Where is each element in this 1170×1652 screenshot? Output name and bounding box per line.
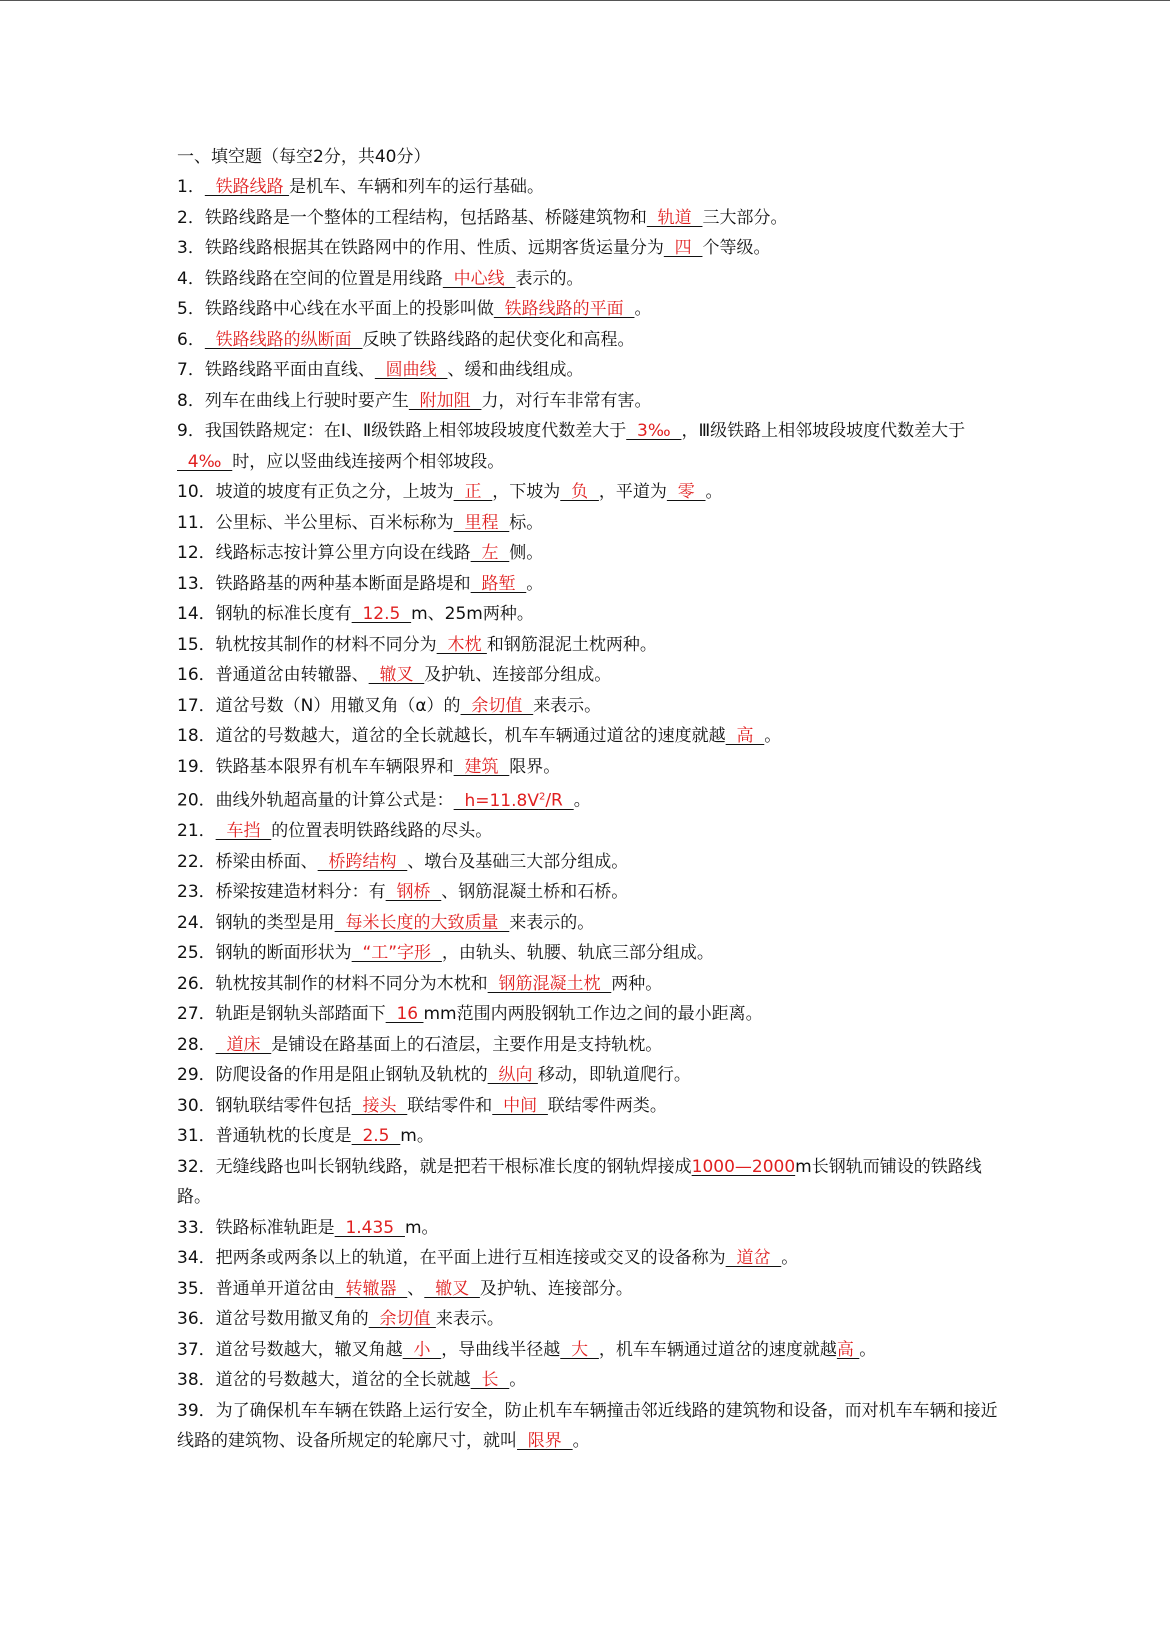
answer-blank: 钢筋混凝土枕 bbox=[487, 973, 612, 994]
answer-blank: 小 bbox=[402, 1339, 442, 1360]
answer-blank: 高 bbox=[725, 726, 765, 746]
answer-blank: 转辙器 bbox=[334, 1278, 408, 1299]
answer-blank: 木枕 bbox=[436, 634, 487, 655]
question-39 bbox=[177, 1396, 1007, 1457]
question-text: 3．铁路线路根据其在铁路网中的作用、性质、远期客货运量分为 bbox=[177, 238, 664, 258]
answer-blank: 辙叉 bbox=[424, 1278, 480, 1299]
question-29 bbox=[177, 1060, 1007, 1091]
question-text: 来表示。 bbox=[435, 1309, 504, 1330]
answer-blank: 余切值 bbox=[368, 1309, 436, 1330]
answer-blank: 道床 bbox=[215, 1034, 272, 1055]
answer-blank: 左 bbox=[470, 543, 510, 563]
answer-blank: 铁路线路 bbox=[204, 177, 290, 197]
answer-blank: 圆曲线 bbox=[374, 360, 448, 380]
question-text: 。 bbox=[705, 482, 723, 502]
answer-blank: 建筑 bbox=[453, 756, 510, 777]
answer-blank: 里程 bbox=[453, 512, 510, 533]
question-18 bbox=[177, 721, 1007, 752]
question-text: ，机车车辆通过道岔的速度就越 bbox=[598, 1339, 837, 1360]
question-text: 18．道岔的号数越大，道岔的全长就越长，机车车辆通过道岔的速度就越 bbox=[177, 726, 726, 746]
question-text: 7．铁路线路平面由直线、 bbox=[177, 360, 375, 380]
question-text: 移动，即轨道爬行。 bbox=[537, 1065, 691, 1086]
answer-blank: 正 bbox=[453, 482, 493, 502]
answer-superscript: 2 bbox=[538, 791, 546, 802]
question-text: 36．道岔号数用撤叉角的 bbox=[177, 1309, 369, 1330]
answer-blank: 12.5 bbox=[351, 604, 412, 624]
question-text: 24．钢轨的类型是用 bbox=[177, 912, 335, 933]
answer-blank: 零 bbox=[666, 482, 706, 502]
answer-blank: 4‰ bbox=[177, 451, 233, 472]
answer-blank: 道岔 bbox=[725, 1248, 782, 1269]
question-16 bbox=[177, 660, 1007, 691]
question-text: 。 bbox=[634, 299, 652, 319]
question-text: ，平道为 bbox=[598, 482, 667, 502]
question-text: ，Ⅲ级铁路上相邻坡段坡度代数差大于 bbox=[681, 421, 966, 441]
question-text: 38．道岔的号数越大，道岔的全长就越 bbox=[177, 1370, 471, 1391]
question-text: 标。 bbox=[509, 512, 544, 533]
answer-blank: 桥跨结构 bbox=[317, 851, 408, 872]
question-28 bbox=[177, 1030, 1007, 1061]
answer-blank: 纵向 bbox=[487, 1065, 538, 1086]
question-text: 。 bbox=[526, 573, 544, 594]
question-text: 。 bbox=[859, 1339, 877, 1360]
question-10 bbox=[177, 477, 1007, 508]
question-text: 力，对行车非常有害。 bbox=[481, 390, 652, 411]
question-text: 4．铁路线路在空间的位置是用线路 bbox=[177, 268, 443, 289]
question-text: 联结零件和 bbox=[407, 1095, 493, 1116]
question-7 bbox=[177, 355, 1007, 386]
question-text: 12．线路标志按计算公里方向设在线路 bbox=[177, 543, 471, 563]
question-text: 31．普通轨枕的长度是 bbox=[177, 1126, 352, 1147]
question-37 bbox=[177, 1335, 1007, 1366]
question-24 bbox=[177, 908, 1007, 939]
question-text: 。 bbox=[573, 790, 591, 811]
question-1 bbox=[177, 172, 1007, 203]
answer-blank: 长 bbox=[470, 1370, 510, 1391]
question-text: 9．我国铁路规定：在Ⅰ、Ⅱ级铁路上相邻坡段坡度代数差大于 bbox=[177, 421, 627, 441]
question-9 bbox=[177, 416, 1007, 477]
question-text: 、墩台及基础三大部分组成。 bbox=[407, 851, 629, 872]
question-31 bbox=[177, 1121, 1007, 1152]
question-15 bbox=[177, 630, 1007, 661]
answer-blank: 中间 bbox=[492, 1095, 548, 1116]
question-12 bbox=[177, 538, 1007, 569]
question-text: 25．钢轨的断面形状为 bbox=[177, 943, 352, 964]
question-26 bbox=[177, 969, 1007, 1000]
answer-blank: 车挡 bbox=[215, 821, 272, 842]
question-13 bbox=[177, 569, 1007, 600]
question-2 bbox=[177, 203, 1007, 234]
question-6 bbox=[177, 325, 1007, 356]
answer-blank: 3‰ bbox=[626, 421, 682, 441]
question-text: m。 bbox=[404, 1217, 439, 1238]
question-27 bbox=[177, 999, 1007, 1030]
question-text: 15．轨枕按其制作的材料不同分为 bbox=[177, 634, 437, 655]
page-top-border bbox=[0, 0, 1170, 1]
answer-blank: 铁路线路的纵断面 bbox=[204, 329, 363, 350]
question-text: 13．铁路路基的两种基本断面是路堤和 bbox=[177, 573, 471, 594]
answer-blank: 路堑 bbox=[470, 573, 527, 594]
question-text: 17．道岔号数（N）用辙叉角（α）的 bbox=[177, 695, 461, 716]
question-25 bbox=[177, 938, 1007, 969]
question-36 bbox=[177, 1304, 1007, 1335]
question-22 bbox=[177, 847, 1007, 878]
question-text: 33．铁路标准轨距是 bbox=[177, 1217, 335, 1238]
question-text: 、钢筋混凝土桥和石桥。 bbox=[441, 882, 629, 903]
question-34 bbox=[177, 1243, 1007, 1274]
question-text: 。 bbox=[781, 1248, 799, 1269]
answer-blank: 铁路线路的平面 bbox=[493, 299, 635, 319]
question-text: 5．铁路线路中心线在水平面上的投影叫做 bbox=[177, 299, 494, 319]
answer-blank: 限界 bbox=[517, 1431, 573, 1452]
question-text: 30．钢轨联结零件包括 bbox=[177, 1095, 352, 1116]
question-14 bbox=[177, 599, 1007, 630]
question-text: 联结零件两类。 bbox=[547, 1095, 667, 1116]
question-text: 个等级。 bbox=[702, 238, 771, 258]
answer-blank: 高 bbox=[836, 1339, 860, 1360]
question-text: 的位置表明铁路线路的尽头。 bbox=[271, 821, 493, 842]
question-text: m、25m两种。 bbox=[411, 604, 534, 624]
section-title: 一、填空题（每空2分，共40分） bbox=[177, 147, 431, 167]
answer-blank: 轨道 bbox=[646, 207, 703, 228]
question-text: 28． bbox=[177, 1034, 216, 1055]
question-23 bbox=[177, 877, 1007, 908]
question-text: 来表示。 bbox=[533, 695, 602, 716]
question-text: 。 bbox=[764, 726, 782, 746]
question-8 bbox=[177, 386, 1007, 417]
question-text: 、缓和曲线组成。 bbox=[447, 360, 584, 380]
question-text: 27．轨距是钢轨头部踏面下 bbox=[177, 1004, 386, 1025]
question-text: 。 bbox=[509, 1370, 527, 1391]
question-17 bbox=[177, 691, 1007, 722]
question-text: 37．道岔号数越大，辙叉角越 bbox=[177, 1339, 403, 1360]
answer-blank: $h=11.8V^2$ bbox=[453, 790, 546, 811]
question-text: m。 bbox=[400, 1126, 434, 1147]
answer-blank: 1000—2000 bbox=[691, 1156, 796, 1177]
question-text: ，由轨头、轨腰、轨底三部分组成。 bbox=[441, 943, 714, 964]
question-text: 23．桥梁按建造材料分：有 bbox=[177, 882, 386, 903]
question-text: 19．铁路基本限界有机车车辆限界和 bbox=[177, 756, 454, 777]
answer-blank: 大 bbox=[560, 1339, 599, 1360]
question-38 bbox=[177, 1365, 1007, 1396]
question-11 bbox=[177, 508, 1007, 539]
question-text: 侧。 bbox=[509, 543, 544, 563]
question-30 bbox=[177, 1091, 1007, 1122]
question-text: 。 bbox=[572, 1431, 590, 1452]
question-3 bbox=[177, 233, 1007, 264]
question-text: 是机车、车辆和列车的运行基础。 bbox=[289, 177, 545, 197]
question-text: ，下坡为 bbox=[492, 482, 561, 502]
question-text: 、 bbox=[407, 1278, 425, 1299]
answer-blank: /R bbox=[545, 790, 574, 811]
question-text: ，导曲线半径越 bbox=[441, 1339, 561, 1360]
question-text: 限界。 bbox=[509, 756, 561, 777]
question-text: 22．桥梁由桥面、 bbox=[177, 851, 318, 872]
question-text: mm范围内两股钢轨工作边之间的最小距离。 bbox=[423, 1004, 763, 1025]
question-text: 10．坡道的坡度有正负之分，上坡为 bbox=[177, 482, 454, 502]
question-text: 39．为了确保机车车辆在铁路上运行安全，防止机车车辆撞击邻近线路的建筑物和设备，而对机车车辆和接近线路的建筑物、设备所规定的轮廓尺寸，就叫 bbox=[177, 1400, 998, 1452]
question-21 bbox=[177, 816, 1007, 847]
question-text: 21． bbox=[177, 821, 216, 842]
question-4 bbox=[177, 264, 1007, 295]
question-text: 及护轨、连接部分组成。 bbox=[424, 665, 612, 685]
question-text: m长钢轨而铺设的铁路线路。 bbox=[177, 1156, 982, 1208]
answer-blank: 每米长度的大致质量 bbox=[334, 912, 510, 933]
question-text: 29．防爬设备的作用是阻止钢轨及轨枕的 bbox=[177, 1065, 488, 1086]
answer-blank: 辙叉 bbox=[368, 665, 425, 685]
question-text: 11．公里标、半公里标、百米标称为 bbox=[177, 512, 454, 533]
answer-blank: 1.435 bbox=[334, 1217, 405, 1238]
question-text: 1． bbox=[177, 177, 205, 197]
question-text: 及护轨、连接部分。 bbox=[479, 1278, 633, 1299]
question-text: 2．铁路线路是一个整体的工程结构，包括路基、桥隧建筑物和 bbox=[177, 207, 647, 228]
question-32 bbox=[177, 1152, 1007, 1213]
question-text: 16．普通道岔由转辙器、 bbox=[177, 665, 369, 685]
answer-blank: 余切值 bbox=[460, 695, 534, 716]
question-list bbox=[177, 172, 1007, 1457]
question-5 bbox=[177, 294, 1007, 325]
answer-blank: 接头 bbox=[351, 1095, 408, 1116]
question-text: 26．轨枕按其制作的材料不同分为木枕和 bbox=[177, 973, 488, 994]
document-body bbox=[177, 142, 1007, 1457]
question-text: 14．钢轨的标准长度有 bbox=[177, 604, 352, 624]
answer-blank: 2.5 bbox=[351, 1126, 401, 1147]
question-20 bbox=[177, 782, 1007, 816]
question-text: 35．普通单开道岔由 bbox=[177, 1278, 335, 1299]
question-text: 6． bbox=[177, 329, 205, 350]
question-text: 表示的。 bbox=[515, 268, 584, 289]
answer-blank: “工”字形 bbox=[351, 943, 442, 964]
question-text: 两种。 bbox=[611, 973, 663, 994]
question-text: 34．把两条或两条以上的轨道，在平面上进行互相连接或交叉的设备称为 bbox=[177, 1248, 726, 1269]
question-text: 是铺设在路基面上的石渣层，主要作用是支持轨枕。 bbox=[271, 1034, 663, 1055]
question-35 bbox=[177, 1274, 1007, 1305]
answer-blank: 16 bbox=[385, 1004, 424, 1025]
answer-blank: 附加阻 bbox=[408, 390, 482, 411]
answer-blank: 钢桥 bbox=[385, 882, 442, 903]
question-text: 三大部分。 bbox=[702, 207, 788, 228]
answer-blank: 负 bbox=[560, 482, 599, 502]
question-text: 8．列车在曲线上行驶时要产生 bbox=[177, 390, 409, 411]
question-33 bbox=[177, 1213, 1007, 1244]
question-text: 时，应以竖曲线连接两个相邻坡段。 bbox=[232, 451, 505, 472]
question-text: 20．曲线外轨超高量的计算公式是： bbox=[177, 790, 454, 811]
answer-blank: 四 bbox=[663, 238, 703, 258]
question-text: 32．无缝线路也叫长钢轨线路，就是把若干根标准长度的钢轨焊接成 bbox=[177, 1156, 692, 1177]
question-text: 反映了铁路线路的起伏变化和高程。 bbox=[362, 329, 635, 350]
question-text: 和钢筋混泥土枕两种。 bbox=[486, 634, 657, 655]
question-text: 来表示的。 bbox=[509, 912, 595, 933]
answer-blank: 中心线 bbox=[442, 268, 516, 289]
question-19 bbox=[177, 752, 1007, 783]
